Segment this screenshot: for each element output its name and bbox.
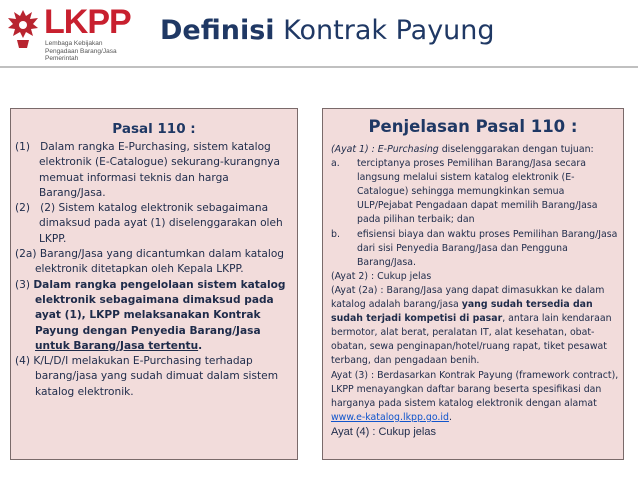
ayat-2: (Ayat 2) : Cukup jelas: [331, 270, 432, 282]
logo-tagline: Lembaga Kebijakan Pengadaan Barang/Jasa Pemerintah: [45, 40, 117, 62]
e-katalog-link[interactable]: www.e-katalog.lkpp.go.id: [331, 411, 449, 423]
list-item: b. efisiensi biaya dan waktu proses Pemilihan Barang/Jasa dari sisi Penyedia Barang/Jasa dan Pengguna Barang/Jasa.: [331, 228, 618, 268]
ayat-4: Ayat (4) : Cukup jelas: [331, 425, 436, 438]
lkpp-logo: [4, 2, 132, 64]
list-item: (2a) Barang/Jasa yang dicantumkan dalam katalog elektronik ditetapkan oleh Kepala LKPP.: [15, 248, 285, 276]
ayat-2a: (Ayat (2a) : Barang/Jasa yang dapat dimasukkan ke dalam katalog adalah barang/jasa yang sudah tersedia dan sudah terjadi kompetisi di pasar, antara lain kendaraan bermotor, alat berat, peralatan IT, alat kesehatan, obat-obatan, sewa penginapan/hotel/ruang rapat, tiket pesawat terbang, dan pengadaan benih.: [331, 284, 612, 367]
penjelasan-body: [331, 143, 623, 439]
logo-wordmark: LKPP: [44, 3, 131, 41]
garuda-emblem-icon: [6, 6, 40, 50]
ayat-1-intro: (Ayat 1) : E-Purchasing diselenggarakan dengan tujuan:: [331, 144, 594, 155]
penjelasan-title: Penjelasan Pasal 110 :: [368, 117, 578, 136]
page-title-rest: Kontrak Payung: [283, 15, 495, 46]
list-item: a. terciptanya proses Pemilihan Barang/Jasa secara langsung melalui sistem katalog elektronik (E-Catalogue) sehingga memungkinkan semua ULP/Pejabat Pengadaan dapat memilih Barang/Jasa pada pilihan terbaik; dan: [331, 158, 598, 226]
header-divider: [0, 66, 638, 68]
page-title: [160, 14, 495, 48]
penjelasan-panel: [322, 108, 624, 460]
list-item: (4) K/L/D/I melakukan E-Purchasing terhadap barang/jasa yang sudah dimuat dalam sistem katalog elektronik.: [15, 355, 279, 398]
pasal-110-body: [15, 140, 297, 400]
list-item: (1) Dalam rangka E-Purchasing, sistem katalog elektronik (E-Catalogue) sekurang-kurangnya memuat informasi teknis dan harga Barang/Jasa.: [15, 141, 281, 199]
pasal-110-panel: [10, 108, 298, 460]
list-item: (3) Dalam rangka pengelolaan sistem katalog elektronik sebagaimana dimaksud pada ayat (1), LKPP melaksanakan Kontrak Payung dengan Penyedia Barang/Jasa untuk Barang/Jasa tertentu.: [15, 278, 286, 352]
pasal-110-title: Pasal 110 :: [112, 121, 196, 137]
ayat-3: Ayat (3) : Berdasarkan Kontrak Payung (framework contract), LKPP menayangkan daftar barang beserta spesifikasi dan harganya pada sistem katalog elektronik dengan alamat www.e-katalog.lkpp.go.id.: [331, 369, 619, 423]
page-title-bold: Definisi: [160, 15, 275, 46]
list-item: (2) (2) Sistem katalog elektronik sebagaimana dimaksud pada ayat (1) diselenggarakan oleh LKPP.: [15, 202, 283, 245]
